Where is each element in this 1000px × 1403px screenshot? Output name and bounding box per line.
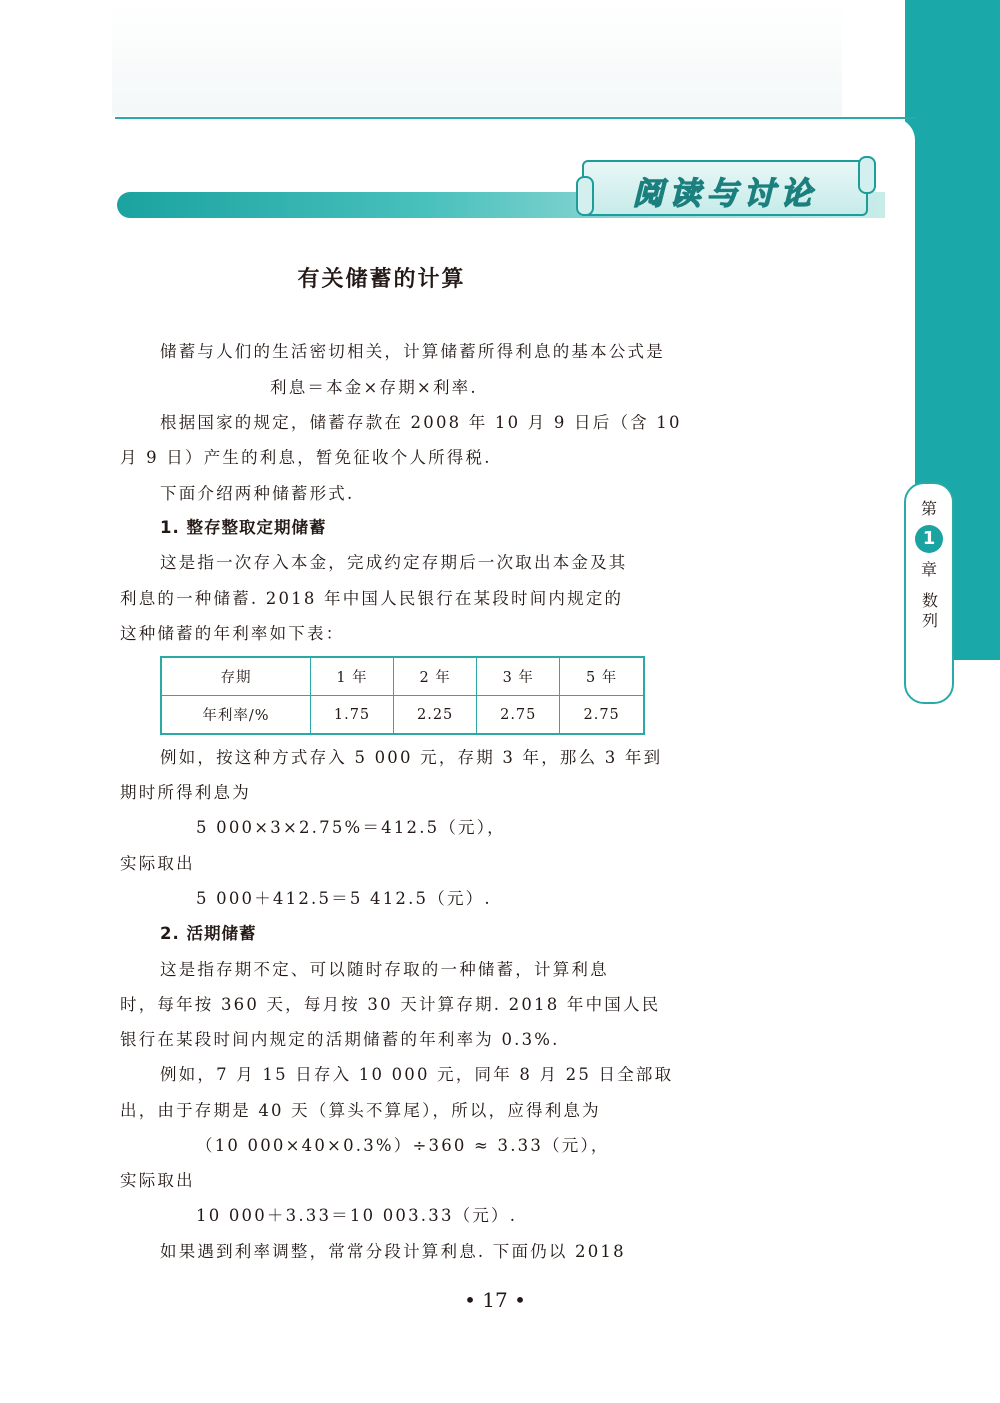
paragraph-line: 出，由于存期是 40 天（算头不算尾），所以，应得利息为	[120, 1101, 601, 1120]
header-shade	[112, 0, 842, 116]
paragraph-line: 这种储蓄的年利率如下表：	[120, 624, 345, 643]
table-cell: 年利率/%	[161, 696, 310, 735]
table-header-cell: 1 年	[310, 657, 393, 696]
table-cell: 2.75	[560, 696, 644, 735]
formula: （10 000×40×0.3%）÷360 ≈ 3.33（元），	[196, 1136, 610, 1155]
table-header-cell: 3 年	[477, 657, 560, 696]
table-header-cell: 存期	[161, 657, 310, 696]
header-rule	[115, 117, 915, 119]
paragraph-line: 例如，7 月 15 日存入 10 000 元，同年 8 月 25 日全部取	[160, 1065, 674, 1084]
paragraph-line: 时，每年按 360 天，每月按 30 天计算存期. 2018 年中国人民	[120, 995, 661, 1014]
chapter-side-tab	[904, 482, 954, 704]
paragraph-line: 期时所得利息为	[120, 783, 251, 802]
paragraph-line: 实际取出	[120, 1171, 195, 1190]
table-row	[161, 696, 644, 735]
paragraph-line: 根据国家的规定，储蓄存款在 2008 年 10 月 9 日后（含 10	[160, 413, 682, 432]
formula: 5 000＋412.5＝5 412.5（元）.	[196, 889, 492, 908]
paragraph-line: 银行在某段时间内规定的活期储蓄的年利率为 0.3%.	[120, 1030, 560, 1049]
page-number: • 17 •	[464, 1288, 526, 1312]
chapter-number: 1	[915, 525, 943, 553]
paragraph-line: 如果遇到利率调整，常常分段计算利息. 下面仍以 2018	[160, 1242, 626, 1261]
paragraph-line: 实际取出	[120, 854, 195, 873]
paragraph-line: 这是指存期不定、可以随时存取的一种储蓄，计算利息	[160, 960, 609, 979]
chapter-title: 数列	[919, 592, 939, 632]
section-banner-scroll	[582, 160, 868, 216]
paragraph-line: 这是指一次存入本金，完成约定存期后一次取出本金及其	[160, 553, 628, 572]
table-row	[161, 657, 644, 696]
formula: 5 000×3×2.75%＝412.5（元），	[196, 818, 506, 837]
interest-rate-table	[160, 656, 645, 735]
formula: 利息＝本金×存期×利率.	[270, 378, 478, 397]
paragraph-line: 利息的一种储蓄. 2018 年中国人民银行在某段时间内规定的	[120, 589, 624, 608]
table-header-cell: 5 年	[560, 657, 644, 696]
table-header-cell: 2 年	[394, 657, 477, 696]
paragraph-line: 储蓄与人们的生活密切相关，计算储蓄所得利息的基本公式是	[160, 342, 665, 361]
table-cell: 2.25	[394, 696, 477, 735]
section-banner-title: 阅读与讨论	[632, 176, 818, 212]
table-cell: 1.75	[310, 696, 393, 735]
paragraph-line: 下面介绍两种储蓄形式.	[160, 484, 355, 503]
article-title: 有关储蓄的计算	[297, 267, 466, 292]
paragraph-line: 月 9 日）产生的利息，暂免征收个人所得税.	[120, 448, 492, 467]
section-heading: 1. 整存整取定期储蓄	[160, 518, 327, 537]
chapter-suffix: 章	[920, 560, 937, 579]
chapter-prefix: 第	[920, 499, 937, 518]
table-cell: 2.75	[477, 696, 560, 735]
section-heading: 2. 活期储蓄	[160, 924, 257, 943]
paragraph-line: 例如，按这种方式存入 5 000 元，存期 3 年，那么 3 年到	[160, 748, 663, 767]
formula: 10 000＋3.33＝10 003.33（元）.	[196, 1206, 518, 1225]
